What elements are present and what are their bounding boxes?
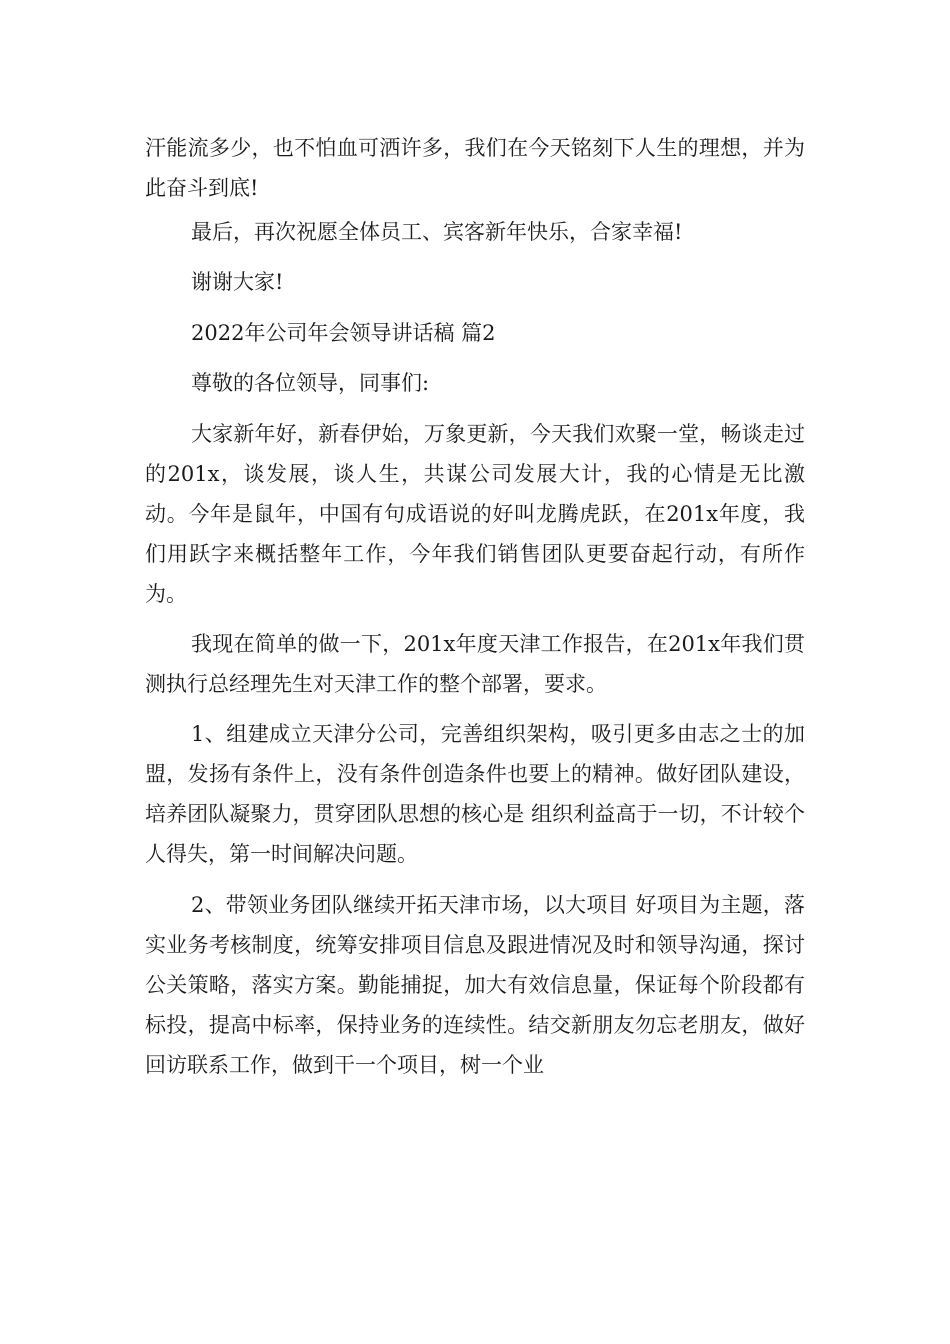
paragraph-1: 汗能流多少，也不怕血可洒许多，我们在今天铭刻下人生的理想，并为此奋斗到底! bbox=[145, 136, 805, 200]
paragraph-7: 我现在简单的做一下，201x年度天津工作报告，在201x年我们贯测执行总经理先生对天津工作的整个部署，要求。 bbox=[145, 631, 805, 696]
paragraph-6: 大家新年好，新春伊始，万象更新，今天我们欢聚一堂，畅谈走过的201x，谈发展，谈人生，共谋公司发展大计，我的心情是无比激动。今年是鼠年，中国有句成语说的好叫龙腾虎跃，在201x年度，我们用跃字来概括整年工作，今年我们销售团队更要奋起行动，有所作为。 bbox=[145, 421, 805, 606]
section-heading: 2022年公司年会领导讲话稿 篇2 bbox=[191, 320, 496, 345]
document-body bbox=[145, 128, 805, 1095]
paragraph-8: 1、组建成立天津分公司，完善组织架构，吸引更多由志之士的加盟，发扬有条件上，没有条件创造条件也要上的精神。做好团队建设，培养团队凝聚力，贯穿团队思想的核心是 组织利益高于一切，不计较个人得失，第一时间解决问题。 bbox=[145, 722, 805, 867]
salutation: 尊敬的各位领导，同事们: bbox=[191, 371, 430, 396]
paragraph-2: 最后，再次祝愿全体员工、宾客新年快乐，合家幸福! bbox=[191, 220, 683, 244]
paragraph-9: 2、带领业务团队继续开拓天津市场，以大项目 好项目为主题，落实业务考核制度，统筹安排项目信息及跟进情况及时和领导沟通，探讨公关策略，落实方案。勤能捕捉，加大有效信息量，保证每个阶段都有标投，提高中标率，保持业务的连续性。结交新朋友勿忘老朋友，做好回访联系工作，做到干一个项目，树一个业 bbox=[145, 892, 805, 1077]
paragraph-3: 谢谢大家! bbox=[191, 270, 284, 295]
